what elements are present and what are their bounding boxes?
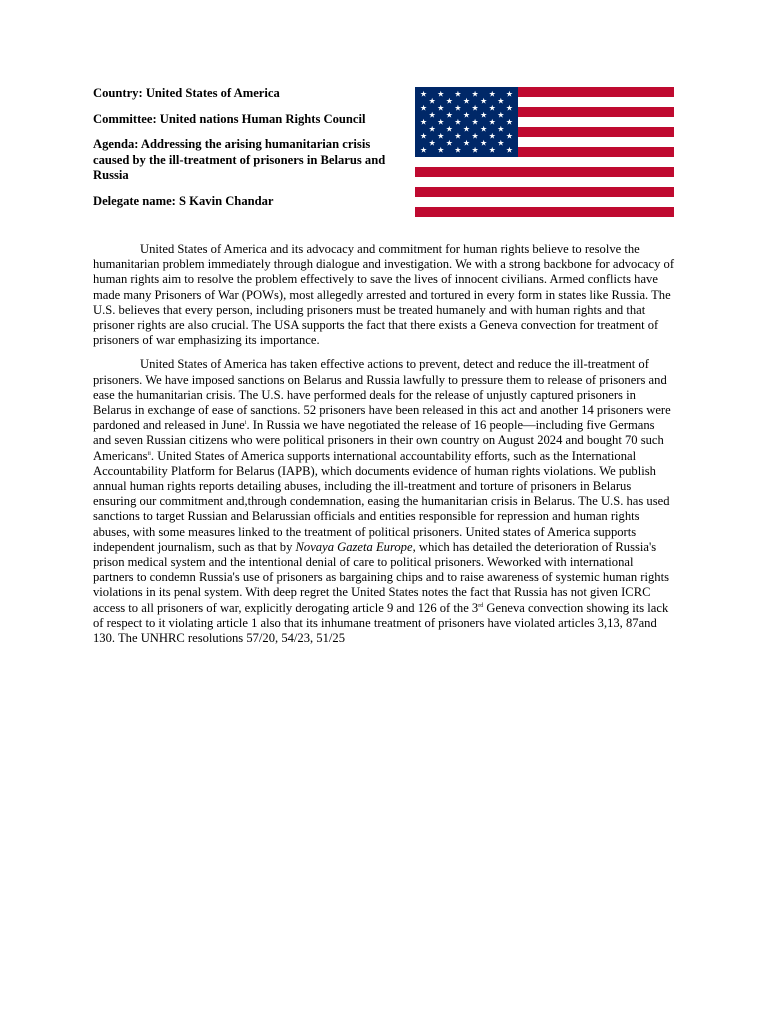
paragraph-2-text-3: . United States of America supports international accountability efforts, such as the International Accountability Platform for Belarus (IAPB), which documents evidence of human rights violations. We publish annual human rights reports detailing abuses, including the ill-treatment and torture of prisoners in Belarus ensuring our commitment and,through condemnation, easing the humanitarian crisis in Belarus. The U.S. has used sanctions to target Russian and Belarussian officials and entities responsible for repression and human rights abuses, with some measures linked to the treatment of political prisoners. United states of America supports independent journalism, such as that by: [93, 448, 670, 554]
footnote-marker-2: ii: [147, 450, 151, 457]
agenda-line: Agenda: Addressing the arising humanitarian crisis caused by the ill-treatment of prisoners in Belarus and Russia: [93, 137, 386, 182]
flag-red-stripe: [415, 167, 674, 177]
footnote-marker-1: i: [244, 420, 247, 427]
position-paper-body: [93, 242, 675, 655]
us-flag-image: [415, 87, 674, 217]
ordinal-suffix: rd: [478, 602, 484, 609]
paragraph-2-text-1: United States of America has taken effective actions to prevent, detect and reduce the ill-treatment of prisoners. We have imposed sanctions on Belarus and Russia lawfully to pressure them to release of prisoners and ease the humanitarian crisis. The U.S. have performed deals for the release of unjustly captured prisoners in Belarus in exchange of ease of sanctions. 52 prisoners have been released in this act and another 14 prisoners were pardoned and released in June: [93, 357, 671, 433]
country-line: Country: United States of America: [93, 86, 280, 100]
position-paper-header: [93, 86, 403, 219]
paragraph-2-text-2: . In Russia we have negotiated the release of 16 people—including five Germans and seven Russian citizens who were political prisoners in their own country on August 2024 and bought 70 such Americans: [93, 418, 664, 463]
flag-canton: [415, 87, 518, 157]
paragraph-2-text-4: , which has detailed the deterioration of Russia's prison medical system and the intentional denial of care to political prisoners. Weworked with international partners to condemn Russia's use of prisoners as bargaining chips and to raise awareness of systemic human rights violations in its penal system. With deep regret the United States notes the fact that Russia has not given ICRC access to all prisoners of war, explicitly derogating article 9 and 126 of the 3: [93, 539, 669, 615]
paragraph-2: [93, 357, 675, 646]
committee-line: Committee: United nations Human Rights Council: [93, 111, 366, 126]
paragraph-1: United States of America and its advocacy and commitment for human rights believe to resolve the humanitarian problem immediately through dialogue and investigation. We with a strong backbone for advocacy of human rights aim to resolve the problem effectively to save the lives of innocent civilians. Armed conflicts have made many Prisoners of War (POWs), most allegedly arrested and tortured in every form in states like Russia. The U.S. believes that every person, including prisoners must be treated humanely and with human rights and that prisoner rights are also crucial. The USA supports the fact that there exists a Geneva convection for treatment of prisoners of war emphasizing its importance.: [93, 242, 675, 348]
delegate-line: Delegate name: S Kavin Chandar: [93, 193, 274, 208]
paragraph-2-text-5: Geneva convection showing its lack of respect to it violating article 1 also that its inhumane treatment of prisoners have violated articles 3,13, 87and 130. The UNHRC resolutions 57/20, 54/23, 51/25: [93, 600, 669, 646]
publication-name: Novaya Gazeta Europe: [295, 539, 413, 554]
flag-red-stripe: [415, 187, 674, 197]
flag-red-stripe: [415, 207, 674, 217]
